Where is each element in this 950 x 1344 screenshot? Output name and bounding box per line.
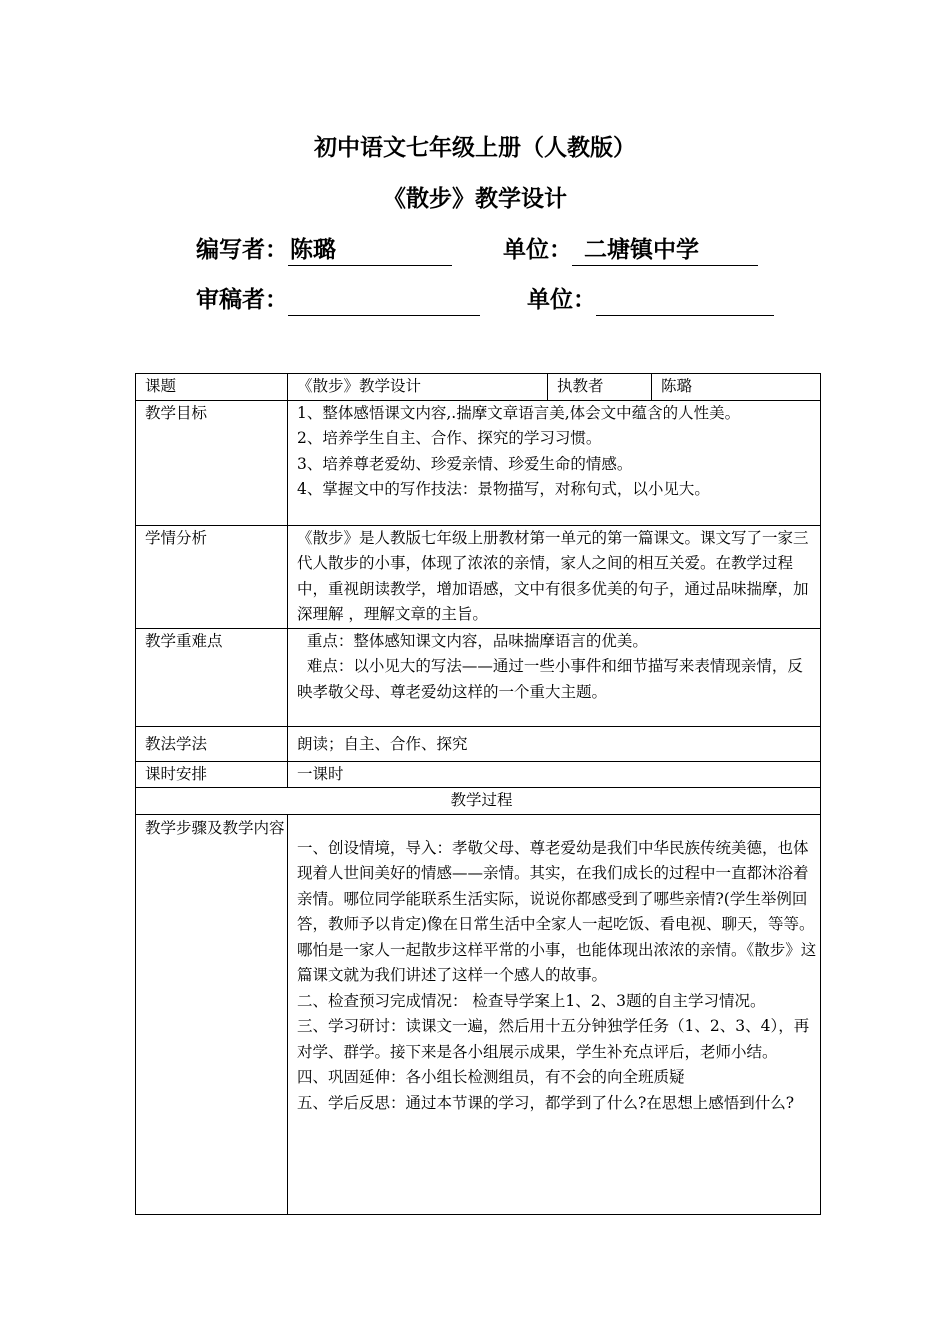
- goals-cell: [288, 400, 821, 525]
- author-label: 编写者：: [196, 237, 288, 263]
- table-row: [136, 761, 821, 788]
- step-item: 四、巩固延伸：各小组长检测组员，有不会的向全班质疑: [297, 1068, 685, 1086]
- step-item: 一、创设情境，导入：孝敬父母、尊老爱幼是我们中华民族传统美德，也体现着人世间美好的情感——亲情。其实，在我们成长的过程中一直都沐浴着亲情。哪位同学能联系生活实际，说说你都感受到了哪些亲情?(学生举例回答，教师予以肯定)像在日常生活中全家人一起吃饭、看电视、聊天，等等。哪怕是一家人一起散步这样平常的小事，也能体现出浓浓的亲情。《散步》这篇课文就为我们讲述了这样一个感人的故事。: [297, 838, 817, 984]
- table-row: [136, 400, 821, 525]
- table-row: [136, 525, 821, 628]
- goal-item: 4、掌握文中的写作技法：景物描写，对称句式，以小见大。: [297, 480, 710, 498]
- goal-item: 3、培养尊老爱幼、珍爱亲情、珍爱生命的情感。: [297, 454, 633, 473]
- teacher-label: 执教者: [548, 374, 652, 401]
- topic-label: 课题: [136, 374, 288, 401]
- goals-label: 教学目标: [136, 400, 288, 525]
- keypoint-difficulty: 难点：以小见大的写法——通过一些小事件和细节描写来表情现亲情，反映孝敬父母、尊老爱幼这样的一个重大主题。: [297, 657, 803, 701]
- step-item: 三、学习研讨：读课文一遍，然后用十五分钟独学任务（1、2、3、4），再对学、群学。接下来是各小组展示成果，学生补充点评后，老师小结。: [297, 1017, 810, 1061]
- unit-label: 单位：: [503, 237, 572, 263]
- table-row: [136, 374, 821, 401]
- unit2-label: 单位：: [527, 287, 596, 313]
- method-value: 朗读；自主、合作、探究: [288, 726, 821, 761]
- table-row: [136, 628, 821, 726]
- author-line: [196, 234, 452, 266]
- method-label: 教法学法: [136, 726, 288, 761]
- keypoints-cell: [288, 628, 821, 726]
- goal-item: 1、整体感悟课文内容,.揣摩文章语言美,体会文中蕴含的人性美。: [297, 403, 741, 422]
- keypoints-label: 教学重难点: [136, 628, 288, 726]
- unit2-value: [596, 315, 774, 316]
- reviewer-value: [288, 315, 480, 316]
- unit-line: [503, 234, 758, 266]
- reviewer-line: [196, 284, 480, 316]
- analysis-label: 学情分析: [136, 525, 288, 628]
- document-title: 初中语文七年级上册（人教版）: [314, 135, 636, 161]
- steps-cell: [288, 814, 821, 1214]
- unit2-line: [527, 284, 774, 316]
- step-item: 五、学后反思：通过本节课的学习，都学到了什么?在思想上感悟到什么?: [297, 1093, 795, 1112]
- reviewer-label: 审稿者：: [196, 287, 288, 313]
- schedule-value: 一课时: [288, 761, 821, 788]
- lesson-plan-table: [135, 373, 821, 1215]
- table-row: [136, 814, 821, 1214]
- process-header: 教学过程: [136, 788, 821, 815]
- table-row: [136, 726, 821, 761]
- topic-value: 《散步》教学设计: [288, 374, 548, 401]
- steps-label: 教学步骤及教学内容: [136, 814, 288, 1214]
- keypoint-focus: 重点：整体感知课文内容，品味揣摩语言的优美。: [297, 631, 648, 650]
- step-item: 二、检查预习完成情况： 检查导学案上1、2、3题的自主学习情况。: [297, 991, 766, 1010]
- table-row: [136, 788, 821, 815]
- unit-value: 二塘镇中学: [572, 235, 758, 266]
- analysis-text: 《散步》是人教版七年级上册教材第一单元的第一篇课文。课文写了一家三代人散步的小事，体现了浓浓的亲情，家人之间的相互关爱。在教学过程中，重视朗读教学，增加语感，文中有很多优美的句子，通过品味揣摩，加深理解 ，理解文章的主旨。: [288, 525, 821, 628]
- schedule-label: 课时安排: [136, 761, 288, 788]
- teacher-value: 陈璐: [652, 374, 821, 401]
- document-subtitle: 《散步》教学设计: [383, 186, 567, 212]
- author-value: 陈璐: [288, 235, 452, 266]
- goal-item: 2、培养学生自主、合作、探究的学习习惯。: [297, 429, 602, 447]
